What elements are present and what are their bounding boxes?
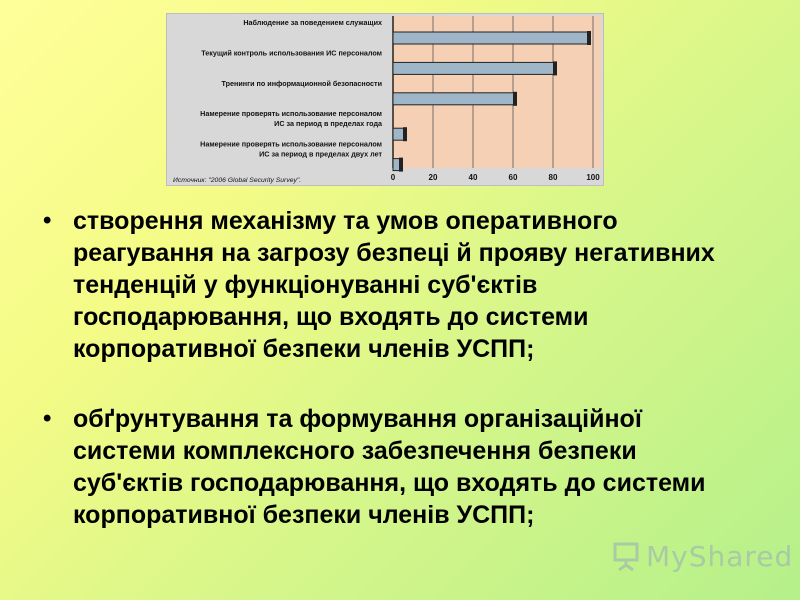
x-tick-label: 0 <box>390 173 396 182</box>
category-label: Текущий контроль использования ИС персоналом <box>201 48 382 58</box>
bullet-text: створення механізму та умов оперативного реагування на загрозу безпеці й прояву негативних тенденцій у функціонуванні суб'єктів господарювання, що входять до системи корпоративної безпеки членів УСПП; <box>73 207 715 363</box>
x-tick-label: 20 <box>428 173 438 182</box>
category-label: ИС за период в пределах двух лет <box>259 149 382 159</box>
x-tick-label: 100 <box>586 173 600 182</box>
bullet-item-1 <box>40 205 740 365</box>
bar-chart-image <box>166 13 604 186</box>
x-tick-label: 80 <box>548 173 558 182</box>
bar-end-shadow <box>553 61 557 75</box>
bar-end-shadow <box>399 158 403 172</box>
bullet-marker: • <box>43 207 52 234</box>
watermark-text: MyShared <box>646 540 794 573</box>
bar <box>393 93 515 105</box>
presentation-icon <box>612 542 640 572</box>
x-tick-label: 40 <box>468 173 478 182</box>
category-label: Тренинги по информационной безопасности <box>221 78 382 88</box>
category-label: Намерение проверять использование персоналом <box>200 139 382 149</box>
bullet-item-2 <box>40 403 740 531</box>
category-label: Намерение проверять использование персоналом <box>200 109 382 119</box>
bar-end-shadow <box>587 31 591 45</box>
source-note: Источник: "2006 Global Security Survey". <box>173 177 302 184</box>
bullet-text: обґрунтування та формування організаційної системи комплексного забезпечення безпеки суб'єктів господарювання, що входять до системи корпоративної безпеки членів УСПП; <box>73 405 706 529</box>
category-label: ИС за период в пределах года <box>274 119 382 129</box>
bar <box>393 32 589 44</box>
bar <box>393 62 555 74</box>
bar-end-shadow <box>513 92 517 106</box>
bullet-list <box>40 205 740 569</box>
category-label: Наблюдение за поведением служащих <box>243 18 382 27</box>
bullet-marker: • <box>43 405 52 432</box>
bar-end-shadow <box>403 127 407 141</box>
bar-chart <box>167 14 603 185</box>
x-tick-label: 60 <box>508 173 518 182</box>
